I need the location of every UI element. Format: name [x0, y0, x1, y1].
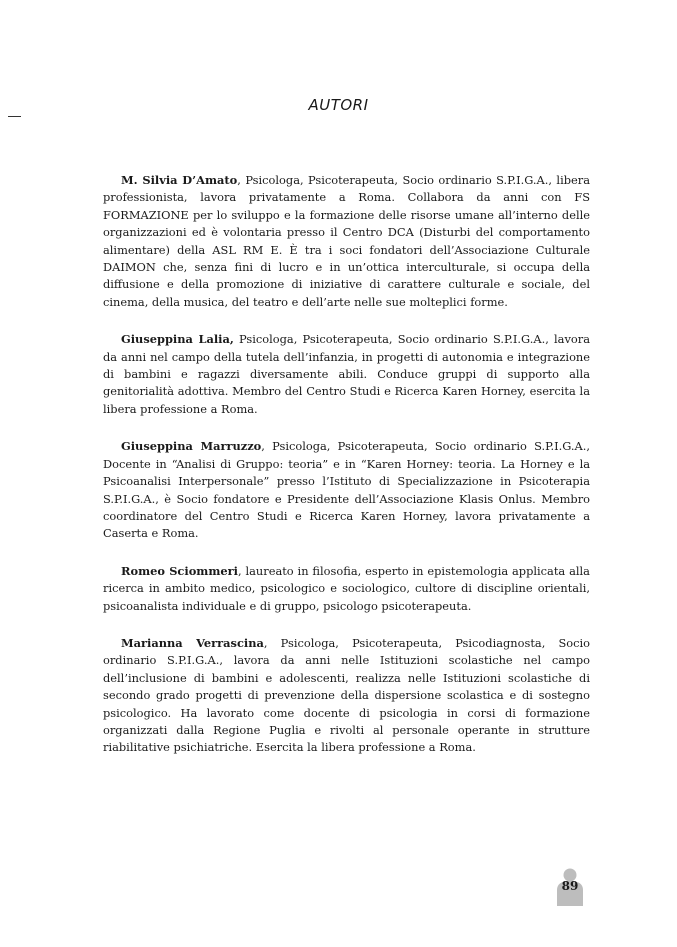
author-bio [103, 438, 590, 542]
page-number: 89 [561, 879, 579, 893]
author-description: , laureato in filosofia, esperto in epistemologia applicata alla ricerca in ambito medico, psicologico e sociologico, cultore di discipline orientali, psicoanalista individuale e di gruppo, psicologo psicoterapeuta. [103, 563, 590, 613]
author-name: M. Silvia D’Amato [121, 173, 238, 187]
author-name: Giuseppina Lalia, [121, 332, 234, 347]
author-description: , Psicologa, Psicoterapeuta, Psicodiagnosta, Socio ordinario S.P.I.G.A., lavora da anni nelle Istituzioni scolastiche nel campo dell’inclusione di bambini e adolescenti, realizza nelle Istituzioni scolastiche di secondo grado progetti di prevenzione della dispersione scolastica e di sostegno psicologico. Ha lavorato come docente di psicologia in corsi di formazione organizzati dalla Regione Puglia e rivolti al personale operante in strutture riabilitative psichiatriche. Esercita la libera professione a Roma. [103, 635, 590, 755]
author-bio [103, 563, 590, 615]
author-name: Giuseppina Marruzzo [121, 439, 262, 454]
author-bio [103, 172, 590, 311]
author-description: , Psicologa, Psicoterapeuta, Socio ordinario S.P.I.G.A., Docente in “Analisi di Gruppo: teoria” e in “Karen Horney: teoria. La Horney e la Psicoanalisi Interpersonale” presso l’Istituto di Specializzazione in Psicoterapia S.P.I.G.A., è Socio fondatore e Presidente dell’Associazione Klasis Onlus. Membro coordinatore del Centro Studi e Ricerca Karen Horney, lavora privatamente a Caserta e Roma. [103, 439, 590, 541]
header-rule [8, 116, 21, 117]
page-number-badge [553, 866, 587, 906]
author-name: Romeo Sciommeri [121, 563, 238, 578]
author-bio [103, 635, 590, 757]
page-title: AUTORI [308, 96, 369, 114]
author-name: Marianna Verrascina [121, 635, 264, 650]
author-description: , Psicologa, Psicoterapeuta, Socio ordinario S.P.I.G.A., libera professionista, lavora privatamente a Roma. Collabora da anni con FS FORMAZIONE per lo sviluppo e la formazione delle risorse umane all’interno delle organizzazioni ed è volontaria presso il Centro DCA (Disturbi del comportamento alimentare) della ASL RM E. È tra i soci fondatori dell’Associazione Culturale DAIMON che, senza fini di lucro e in un’ottica interculturale, si occupa della diffusione e della promozione di iniziative di carattere culturale e sociale, del cinema, della musica, del teatro e dell’arte nelle sue molteplici forme. [103, 173, 590, 309]
authors-list [103, 172, 590, 777]
author-description: Psicologa, Psicoterapeuta, Socio ordinario S.P.I.G.A., lavora da anni nel campo della tutela dell’infanzia, in progetti di autonomia e integrazione di bambini e ragazzi diversamente abili. Conduce gruppi di supporto alla genitorialità adottiva. Membro del Centro Studi e Ricerca Karen Horney, esercita la libera professione a Roma. [103, 332, 590, 416]
author-bio [103, 331, 590, 418]
